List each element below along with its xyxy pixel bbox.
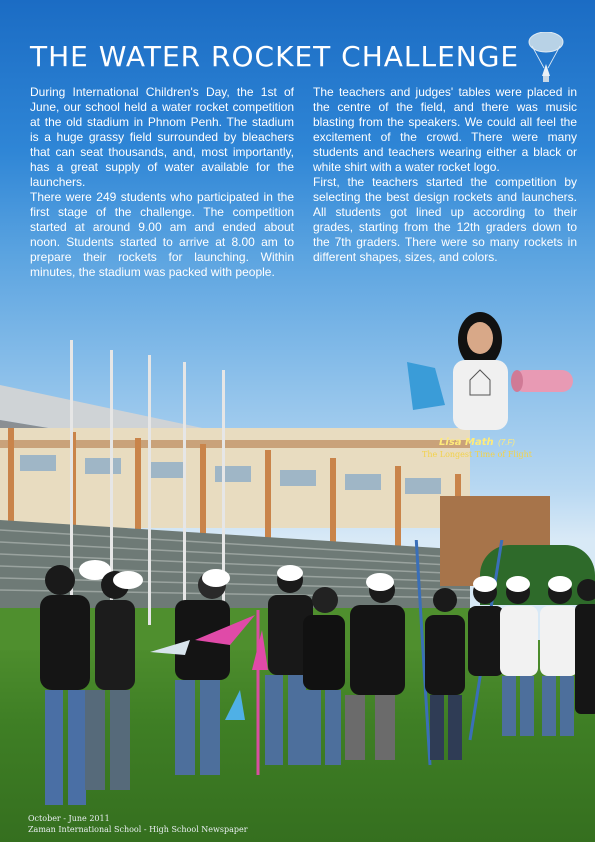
caption-award: The Longest Time of Flight: [422, 450, 532, 459]
article-left-column: [30, 85, 294, 280]
parachute-rocket-icon: [528, 32, 564, 84]
caption-student-name: Lisa Math: [439, 437, 494, 448]
article-paragraph: There were 249 students who participated in the first stage of the challenge. The competition started at around 9.00 am and ended about noon. Students started to arrive at 8.00 am to prepare their rockets for launching. Within minutes, the stadium was packed with people.: [30, 190, 294, 279]
student-photo-inset: [405, 310, 575, 430]
article-paragraph: The teachers and judges' tables were placed in the centre of the field, and there was music blasting from the speakers. We could all feel the excitement of the crowd. There were many students and teachers wearing either a black or white shirt with a water rocket logo.: [313, 85, 577, 174]
article-title: THE WATER ROCKET CHALLENGE: [30, 40, 520, 73]
page-footer: [28, 813, 248, 835]
article-paragraph: First, the teachers started the competition by selecting the best design rockets and launchers. All students got lined up according to their grades, starting from the 12th graders down to the 7th graders. There were so many rockets in different shapes, sizes, and colors.: [313, 175, 577, 264]
caption-student-grade: (7.F): [498, 438, 515, 447]
article-right-column: [313, 85, 577, 265]
students-crowd: [0, 540, 595, 840]
footer-publication-name: Zaman International School - High School Newspaper: [28, 825, 248, 834]
footer-issue-date: October - June 2011: [28, 814, 110, 823]
article-paragraph: During International Children's Day, the 1st of June, our school held a water rocket competition at the old stadium in Phnom Penh. The stadium is a huge grassy field surrounded by bleachers that can seat thousands, and, most importantly, has a great supply of water available for the launchers.: [30, 85, 294, 189]
inset-caption: [422, 432, 532, 459]
